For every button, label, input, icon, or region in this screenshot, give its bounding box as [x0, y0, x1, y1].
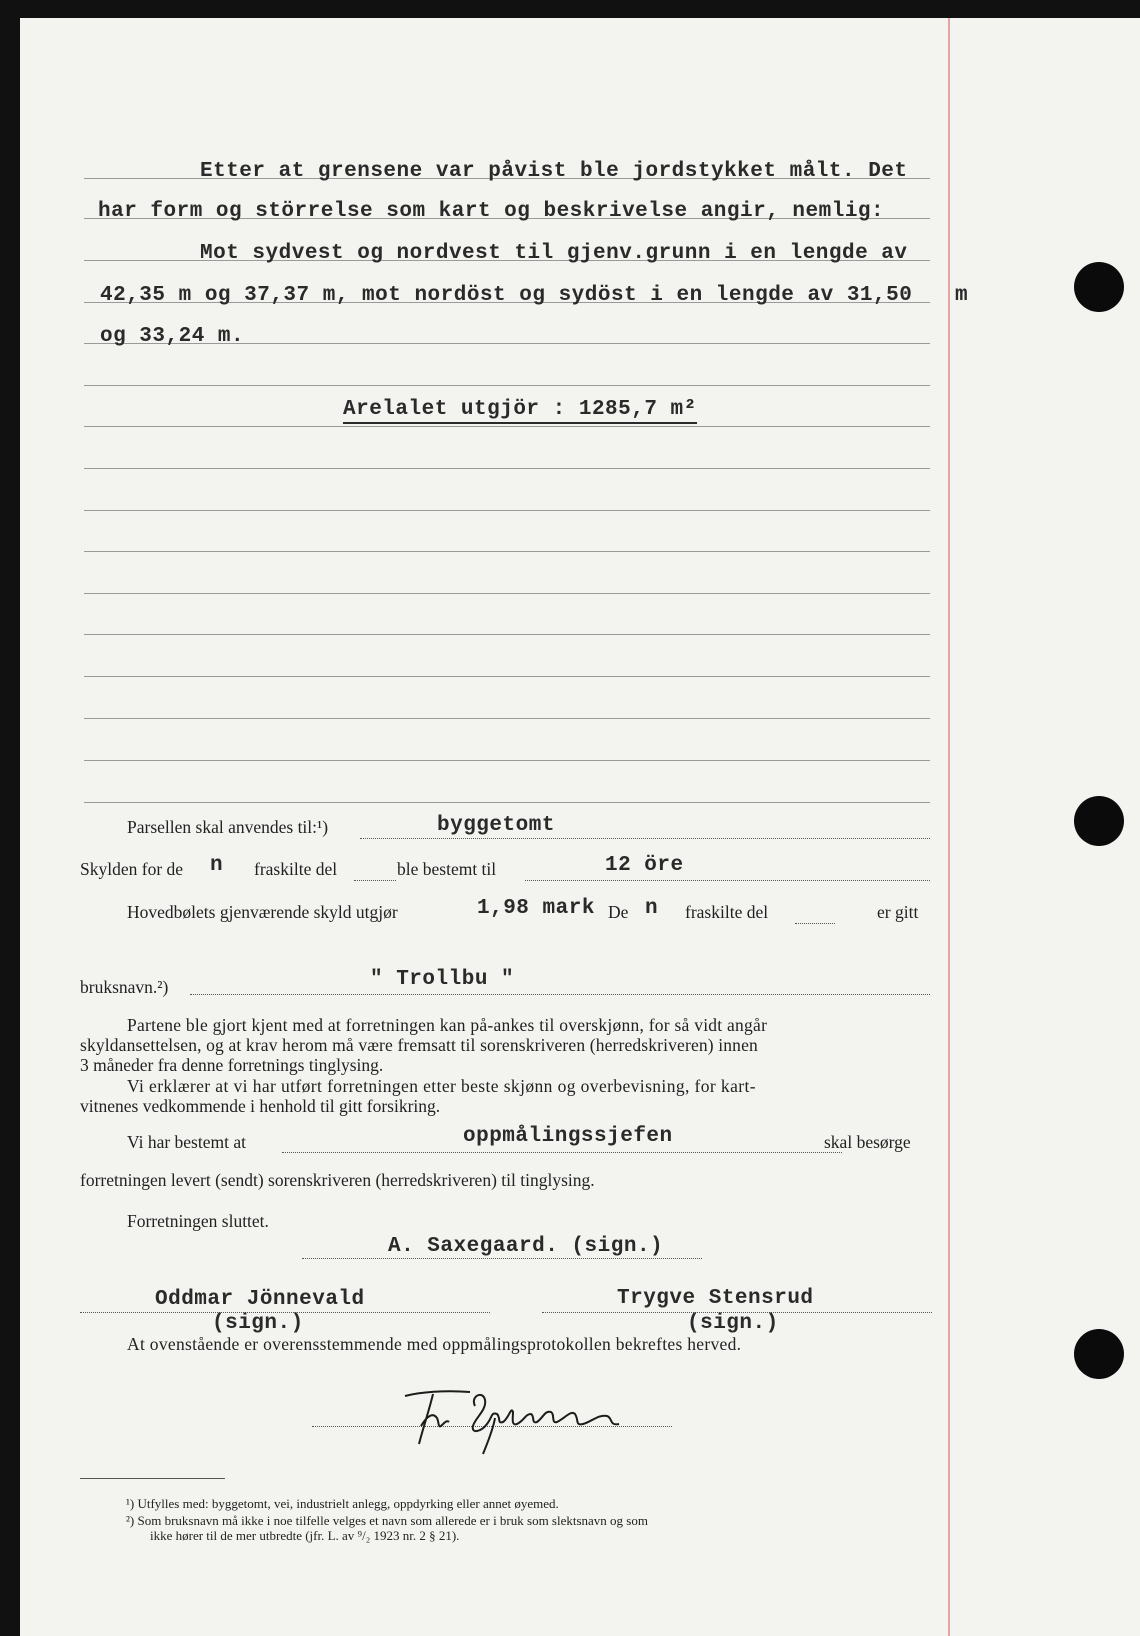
skylden-fraskilte: fraskilte del: [254, 859, 338, 879]
para1-line1: Partene ble gjort kjent med at forretningen kan på-ankes til overskjønn, for så vidt angår: [127, 1015, 768, 1035]
ruled-line: [84, 802, 930, 803]
skylden-value: 12 öre: [605, 854, 684, 877]
skylden-label: Skylden for de: [80, 859, 184, 879]
hoved-value: 1,98 mark: [477, 897, 595, 920]
skylden-n: n: [210, 854, 224, 877]
ruled-line: [84, 760, 930, 761]
signature-left-name: Oddmar Jönnevald: [155, 1288, 365, 1311]
area-heading: Arelalet utgjör : 1285,7 m²: [343, 398, 697, 424]
hoved-de: De: [608, 902, 629, 922]
typed-line-4: 42,35 m og 37,37 m, mot nordöst og sydöst i en lengde av 31,50: [100, 284, 913, 307]
footnote-1: ¹) Utfylles med: byggetomt, vei, industrielt anlegg, oppdyrking eller annet øyemed.: [126, 1496, 559, 1511]
ruled-line: [84, 551, 930, 552]
ruled-line: [84, 676, 930, 677]
signature-line: [302, 1258, 702, 1259]
signature-main: A. Saxegaard. (sign.): [388, 1235, 664, 1258]
para1-line2: skyldansettelsen, og at krav herom må være fremsatt til sorenskriveren (herredskriveren) innen: [80, 1035, 758, 1055]
fill-line: [354, 880, 396, 881]
para1-line3: 3 måneder fra denne forretnings tinglysing.: [80, 1055, 384, 1075]
bruksnavn-value: " Trollbu ": [370, 968, 515, 991]
para2-line1: Vi erklærer at vi har utført forretningen etter beste skjønn og overbevisning, for kart-: [127, 1076, 756, 1096]
signature-right-sign: (sign.): [687, 1312, 779, 1335]
fill-line: [190, 994, 930, 995]
punch-hole: [1074, 1329, 1124, 1379]
footnote-2-line1: ²) Som bruksnavn må ikke i noe tilfelle velges et navn som allerede er i bruk som slektsnavn og som: [126, 1513, 648, 1528]
parsellen-value: byggetomt: [437, 814, 555, 837]
hoved-fraskilte: fraskilte del: [685, 902, 769, 922]
signature-right-name: Trygve Stensrud: [617, 1287, 814, 1310]
typed-line-2: har form og störrelse som kart og beskrivelse angir, nemlig:: [98, 200, 885, 223]
typed-line-3: Mot sydvest og nordvest til gjenv.grunn i en lengde av: [200, 242, 908, 265]
fill-line: [360, 838, 930, 839]
ruled-line: [84, 385, 930, 386]
document-page: [20, 18, 1140, 1636]
typed-margin-unit: m: [955, 284, 969, 307]
ruled-line: [84, 634, 930, 635]
footnote-2-line2: ikke hører til de mer utbredte (jfr. L. av ⁹/₂ 1923 nr. 2 § 21).: [150, 1528, 460, 1543]
ruled-line: [84, 593, 930, 594]
levert-line: forretningen levert (sendt) sorenskriveren (herredskriveren) til tinglysing.: [80, 1170, 595, 1190]
fill-line: [795, 923, 835, 924]
footnote-rule: [80, 1478, 225, 1479]
ruled-line: [84, 426, 930, 427]
typed-line-1: Etter at grensene var påvist ble jordstykket målt. Det: [200, 160, 908, 183]
fill-line: [525, 880, 930, 881]
ruled-line: [84, 468, 930, 469]
fill-line: [282, 1152, 842, 1153]
punch-hole: [1074, 796, 1124, 846]
bestemt-label: Vi har bestemt at: [127, 1132, 246, 1152]
ruled-line: [84, 718, 930, 719]
hoved-label: Hovedbølets gjenværende skyld utgjør: [127, 902, 398, 922]
parsellen-label: Parsellen skal anvendes til:¹): [127, 817, 329, 837]
handwritten-signature: [375, 1366, 655, 1456]
bestemt-value: oppmålingssjefen: [463, 1125, 673, 1148]
punch-hole: [1074, 262, 1124, 312]
ruled-line: [84, 510, 930, 511]
skylden-bestemt: ble bestemt til: [397, 859, 497, 879]
red-margin-line: [948, 18, 950, 1636]
hoved-gitt: er gitt: [877, 902, 919, 922]
bruksnavn-label: bruksnavn.²): [80, 977, 169, 997]
certify-line: At ovenstående er overensstemmende med oppmålingsprotokollen bekreftes herved.: [127, 1334, 742, 1354]
bestemt-suffix: skal besørge: [824, 1132, 911, 1152]
sluttet-line: Forretningen sluttet.: [127, 1211, 269, 1231]
para2-line2: vitnenes vedkommende i henhold til gitt forsikring.: [80, 1096, 441, 1116]
typed-line-5: og 33,24 m.: [100, 325, 245, 348]
hoved-n: n: [645, 897, 659, 920]
signature-left-sign: (sign.): [212, 1312, 304, 1335]
